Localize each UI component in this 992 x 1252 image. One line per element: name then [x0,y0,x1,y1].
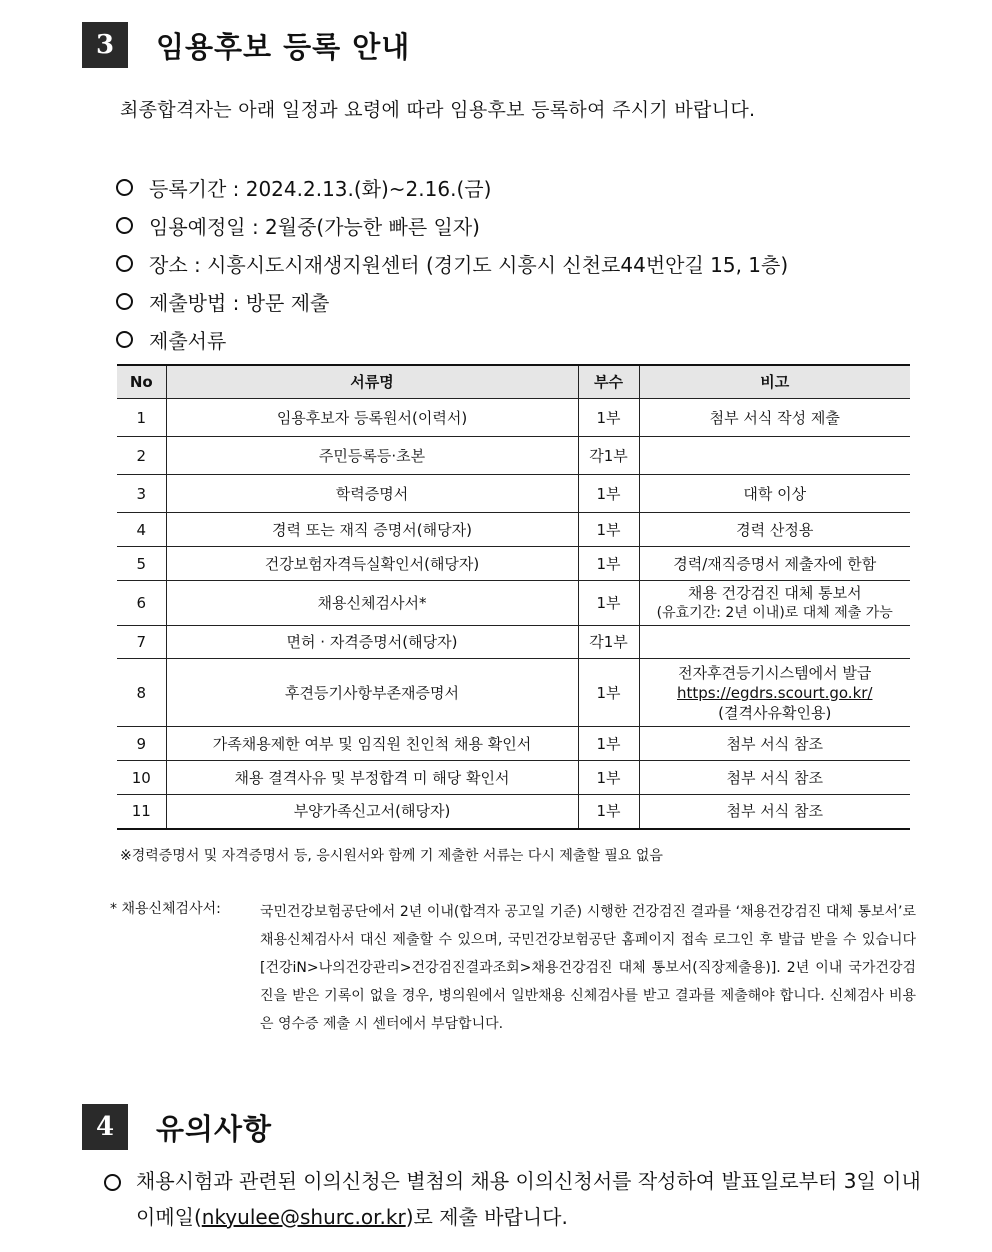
cell-remarks: 첨부 서식 작성 제출 [639,399,910,437]
circle-bullet-icon [116,179,133,196]
remarks-line: 전자후견등기시스템에서 발급 [678,663,872,682]
objection-notice [104,1163,924,1235]
section-number-badge: 3 [82,22,128,68]
cell-no: 7 [117,626,166,659]
bullet-text: 임용예정일 : 2월중(가능한 빠른 일자) [149,214,480,239]
cell-copies: 각1부 [578,437,639,475]
cell-name: 임용후보자 등록원서(이력서) [166,399,578,437]
cell-no: 8 [117,659,166,727]
notice-text [136,1163,924,1235]
cell-copies: 1부 [578,547,639,581]
section-number-badge: 4 [82,1104,128,1150]
circle-bullet-icon [116,255,133,272]
table-row [117,399,910,437]
footnote-text: 국민건강보험공단에서 2년 이내(합격자 공고일 기준) 시행한 건강검진 결과를 ‘채용건강검진 대체 통보서’로 채용신체검사서 대신 제출할 수 있으며, 국민건강보험공단 홈페이지 접속 로그인 후 발급 받을 수 있습니다 [건강iN>나의건강관리>건강검진결과조회>채용건강검진 대체 통보서(직장제출용)]. 2년 이내 국가건강검진을 받은 기록이 없을 경우, 병의원에서 일반채용 신체검사를 받고 결과를 제출해야 합니다. 신체검사 비용은 영수증 제출 시 센터에서 부담합니다. [260,904,916,1032]
bullet-location [116,244,788,282]
documents-table [117,364,910,830]
cell-name: 건강보험자격득실확인서(해당자) [166,547,578,581]
section-3-heading [82,22,410,68]
notice-text-before: 채용시험과 관련된 이의신청은 별첨의 채용 이의신청서를 작성하여 발표일로부터 3일 이내 이메일( [136,1169,921,1229]
bullet-text: 제출서류 [149,328,227,353]
circle-bullet-icon [116,331,133,348]
cell-remarks: 경력/재직증명서 제출자에 한함 [639,547,910,581]
cell-no: 2 [117,437,166,475]
table-row [117,626,910,659]
cell-name: 후견등기사항부존재증명서 [166,659,578,727]
cell-copies: 각1부 [578,626,639,659]
cell-remarks: 첨부 서식 참조 [639,727,910,761]
cell-copies: 1부 [578,581,639,626]
cell-remarks [639,581,910,626]
cell-copies: 1부 [578,399,639,437]
cell-name: 채용신체검사서* [166,581,578,626]
email-link[interactable]: nkyulee@shurc.or.kr [201,1205,406,1229]
bullet-appointment-date [116,206,788,244]
cell-remarks: 경력 산정용 [639,513,910,547]
cell-name: 학력증명서 [166,475,578,513]
cell-no: 10 [117,761,166,795]
table-row [117,513,910,547]
remarks-line: (결격사유확인용) [718,703,832,722]
header-document-name: 서류명 [166,365,578,399]
table-row [117,761,910,795]
intro-text: 최종합격자는 아래 일정과 요령에 따라 임용후보 등록하여 주시기 바랍니다. [120,99,756,121]
cell-remarks: 첨부 서식 참조 [639,795,910,829]
section-title: 임용후보 등록 안내 [156,29,411,64]
section-title: 유의사항 [156,1111,273,1146]
bullet-list [116,168,788,358]
table-row [117,795,910,829]
remarks-line: 채용 건강검진 대체 통보서 [687,584,862,602]
table-row [117,437,910,475]
bullet-documents [116,320,788,358]
cell-remarks: 첨부 서식 참조 [639,761,910,795]
circle-bullet-icon [116,293,133,310]
cell-no: 9 [117,727,166,761]
header-remarks: 비고 [639,365,910,399]
cell-remarks [639,659,910,727]
table-header-row [117,365,910,399]
cell-copies: 1부 [578,475,639,513]
table-row [117,727,910,761]
cell-no: 5 [117,547,166,581]
section-4-heading [82,1104,272,1150]
cell-no: 3 [117,475,166,513]
cell-name: 채용 결격사유 및 부정합격 미 해당 확인서 [166,761,578,795]
header-copies: 부수 [578,365,639,399]
egdrs-link[interactable]: https://egdrs.scourt.go.kr/ [677,683,873,702]
notice-text-after: )로 제출 바랍니다. [405,1205,568,1229]
resubmission-note: ※경력증명서 및 자격증명서 등, 응시원서와 함께 기 제출한 서류는 다시 제출할 필요 없음 [120,848,663,864]
cell-remarks [639,626,910,659]
cell-remarks [639,437,910,475]
cell-no: 4 [117,513,166,547]
table-row [117,581,910,626]
bullet-text: 제출방법 : 방문 제출 [149,290,330,315]
circle-bullet-icon [104,1174,121,1191]
table-row [117,659,910,727]
bullet-text: 장소 : 시흥시도시재생지원센터 (경기도 시흥시 신천로44번안길 15, 1층) [149,252,789,277]
bullet-submission-method [116,282,788,320]
cell-copies: 1부 [578,761,639,795]
table-row [117,475,910,513]
cell-name: 면허 · 자격증명서(해당자) [166,626,578,659]
footnote-label: * 채용신체검사서: [110,901,221,917]
cell-copies: 1부 [578,513,639,547]
cell-name: 부양가족신고서(해당자) [166,795,578,829]
header-no: No [117,365,166,399]
bullet-registration-period [116,168,788,206]
cell-copies: 1부 [578,659,639,727]
table-row [117,547,910,581]
cell-copies: 1부 [578,727,639,761]
cell-name: 경력 또는 재직 증명서(해당자) [166,513,578,547]
cell-no: 6 [117,581,166,626]
cell-no: 11 [117,795,166,829]
cell-name: 주민등록등·초본 [166,437,578,475]
bullet-text: 등록기간 : 2024.2.13.(화)~2.16.(금) [149,176,492,201]
remarks-line: (유효기간: 2년 이내)로 대체 제출 가능 [656,605,893,621]
cell-no: 1 [117,399,166,437]
circle-bullet-icon [116,217,133,234]
cell-name: 가족채용제한 여부 및 임직원 친인척 채용 확인서 [166,727,578,761]
cell-remarks: 대학 이상 [639,475,910,513]
cell-copies: 1부 [578,795,639,829]
